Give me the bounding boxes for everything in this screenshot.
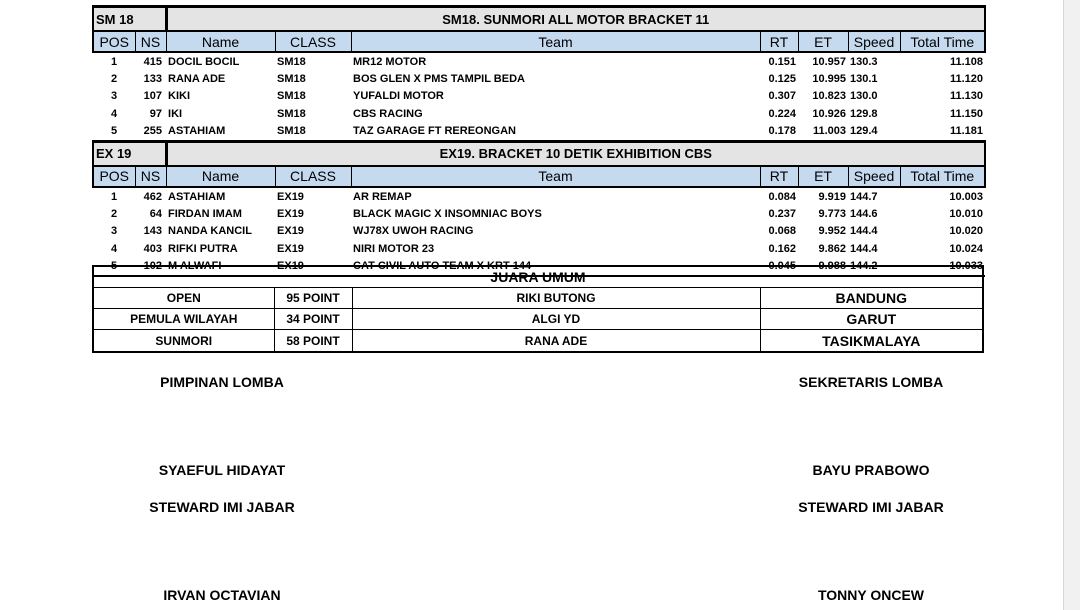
signature-name-steward-right: TONNY ONCEW — [817, 587, 925, 603]
cell-class: SM18 — [277, 90, 306, 103]
cell-class: EX19 — [277, 190, 304, 203]
cell-rt: 0.084 — [768, 190, 797, 203]
table-row — [93, 187, 985, 205]
cell-class: EX19 — [275, 258, 351, 276]
table-row — [93, 123, 985, 142]
cell-total: 11.108 — [949, 55, 984, 68]
champion-table — [94, 288, 982, 351]
cell-name: M ALWAFI — [166, 258, 275, 276]
category-code: SM 18 — [93, 7, 166, 32]
column-header-et: ET — [798, 31, 848, 52]
cell-ns: 462 — [143, 190, 163, 203]
cell-et: 10.926 — [812, 107, 847, 120]
cell-team: AR REMAP — [353, 190, 412, 203]
column-header-rt: RT — [760, 31, 798, 52]
champion-points: 34 POINT — [274, 309, 352, 330]
cell-speed: 144.2 — [848, 258, 900, 276]
cell-total: 11.120 — [949, 73, 984, 86]
cell-pos: 5 — [93, 258, 135, 276]
column-header-speed: Speed — [848, 31, 900, 52]
cell-et: 9.773 — [818, 208, 847, 221]
champion-city: GARUT — [760, 309, 982, 330]
cell-rt: 0.178 — [768, 125, 797, 138]
cell-total: 11.130 — [949, 90, 984, 103]
cell-et: 9.988 — [798, 258, 848, 276]
cell-rt: 0.151 — [768, 55, 797, 68]
champion-rider: RIKI BUTONG — [352, 288, 760, 309]
cell-speed: 129.8 — [850, 107, 878, 120]
cell-class: EX19 — [277, 242, 304, 255]
table-row — [93, 88, 985, 105]
cell-name: NANDA KANCIL — [168, 225, 252, 238]
cell-ns: 133 — [143, 73, 163, 86]
column-header-total: Total Time — [900, 31, 985, 52]
cell-ns: 97 — [149, 107, 163, 120]
cell-pos: 2 — [110, 208, 118, 221]
cell-pos: 3 — [110, 90, 118, 103]
champion-category: OPEN — [94, 288, 274, 309]
category-code: EX 19 — [93, 141, 166, 166]
cell-team: CAT CIVIL AUTO TEAM X KRT 144 — [351, 258, 760, 276]
cell-et: 10.995 — [812, 73, 847, 86]
column-header-name: Name — [166, 31, 275, 52]
cell-et: 9.862 — [818, 242, 847, 255]
column-header-row — [93, 31, 985, 52]
cell-name: IKI — [168, 107, 183, 120]
table-row — [93, 240, 985, 257]
cell-rt: 0.162 — [768, 242, 797, 255]
column-header-row — [93, 166, 985, 187]
cell-ns: 255 — [143, 125, 163, 138]
champion-category: SUNMORI — [94, 330, 274, 352]
column-header-speed: Speed — [848, 166, 900, 187]
signature-name-race-director: SYAEFUL HIDAYAT — [158, 462, 286, 478]
cell-total: 10.010 — [949, 208, 984, 221]
cell-class: SM18 — [277, 55, 306, 68]
cell-ns: 102 — [135, 258, 166, 276]
champion-points: 95 POINT — [274, 288, 352, 309]
cell-ns: 107 — [143, 90, 163, 103]
signature-name-steward-left: IRVAN OCTAVIAN — [163, 587, 281, 603]
cell-ns: 403 — [143, 242, 163, 255]
cell-name: ASTAHIAM — [168, 190, 226, 203]
cell-class: EX19 — [277, 208, 304, 221]
cell-team: BLACK MAGIC X INSOMNIAC BOYS — [353, 208, 542, 221]
champion-title: JUARA UMUM — [94, 267, 982, 288]
cell-team: YUFALDI MOTOR — [353, 90, 444, 103]
cell-name: KIKI — [168, 90, 191, 103]
category-header-row — [93, 141, 985, 166]
signature-title-race-secretary: SEKRETARIS LOMBA — [798, 374, 944, 390]
table-row — [93, 205, 985, 222]
cell-et: 9.919 — [818, 190, 847, 203]
cell-speed: 130.1 — [850, 73, 878, 86]
cell-name: FIRDAN IMAM — [168, 208, 242, 221]
column-header-ns: NS — [135, 166, 166, 187]
cell-total: 10.020 — [949, 225, 984, 238]
column-header-team: Team — [351, 31, 760, 52]
cell-pos: 1 — [110, 55, 118, 68]
signature-title-steward-right: STEWARD IMI JABAR — [798, 499, 944, 515]
cell-class: SM18 — [277, 107, 306, 120]
category-title: EX19. BRACKET 10 DETIK EXHIBITION CBS — [166, 141, 985, 166]
cell-ns: 64 — [149, 208, 163, 221]
results-sheet — [92, 5, 984, 277]
cell-rt: 0.224 — [768, 107, 797, 120]
cell-class: SM18 — [277, 73, 306, 86]
signature-title-race-director: PIMPINAN LOMBA — [160, 374, 284, 390]
champion-rider: ALGI YD — [352, 309, 760, 330]
cell-total: 11.181 — [949, 125, 984, 138]
cell-speed: 144.7 — [850, 190, 878, 203]
cell-team: NIRI MOTOR 23 — [353, 242, 435, 255]
cell-class: EX19 — [277, 225, 304, 238]
signature-title-steward-left: STEWARD IMI JABAR — [149, 499, 295, 515]
scrollbar-strip[interactable] — [1063, 0, 1080, 610]
champion-category: PEMULA WILAYAH — [94, 309, 274, 330]
category-header-row — [93, 7, 985, 32]
cell-rt: 0.237 — [768, 208, 797, 221]
cell-pos: 3 — [110, 225, 118, 238]
cell-name: RIFKI PUTRA — [168, 242, 238, 255]
column-header-team: Team — [351, 166, 760, 187]
cell-team: BOS GLEN X PMS TAMPIL BEDA — [353, 73, 525, 86]
cell-speed: 129.4 — [850, 125, 878, 138]
column-header-pos: POS — [93, 31, 135, 52]
overall-champion-box — [92, 265, 984, 353]
champion-rider: RANA ADE — [352, 330, 760, 352]
column-header-pos: POS — [93, 166, 135, 187]
cell-team: WJ78X UWOH RACING — [353, 225, 474, 238]
cell-total: 11.150 — [949, 107, 984, 120]
cell-pos: 2 — [110, 73, 118, 86]
cell-speed: 130.3 — [850, 55, 878, 68]
column-header-class: CLASS — [275, 166, 351, 187]
champion-row — [94, 330, 982, 352]
column-header-ns: NS — [135, 31, 166, 52]
cell-class: SM18 — [277, 125, 306, 138]
column-header-name: Name — [166, 166, 275, 187]
cell-et: 10.823 — [812, 90, 847, 103]
cell-pos: 4 — [110, 107, 118, 120]
column-header-et: ET — [798, 166, 848, 187]
cell-pos: 5 — [110, 125, 118, 138]
cell-speed: 130.0 — [850, 90, 878, 103]
cell-total: 10.024 — [949, 242, 984, 255]
cell-speed: 144.4 — [850, 225, 878, 238]
cell-et: 11.003 — [812, 125, 847, 138]
cell-ns: 415 — [143, 55, 163, 68]
results-table — [92, 5, 986, 277]
cell-rt: 0.045 — [760, 258, 798, 276]
cell-rt: 0.125 — [768, 73, 797, 86]
cell-pos: 1 — [110, 190, 118, 203]
table-row — [93, 223, 985, 240]
category-title: SM18. SUNMORI ALL MOTOR BRACKET 11 — [166, 7, 985, 32]
champion-city: BANDUNG — [760, 288, 982, 309]
cell-ns: 143 — [143, 225, 163, 238]
column-header-rt: RT — [760, 166, 798, 187]
champion-city: TASIKMALAYA — [760, 330, 982, 352]
column-header-class: CLASS — [275, 31, 351, 52]
champion-points: 58 POINT — [274, 330, 352, 352]
cell-name: DOCIL BOCIL — [168, 55, 240, 68]
cell-speed: 144.4 — [850, 242, 878, 255]
cell-speed: 144.6 — [850, 208, 878, 221]
cell-total: 10.033 — [900, 258, 985, 276]
table-row — [93, 52, 985, 70]
cell-name: RANA ADE — [168, 73, 226, 86]
signature-name-race-secretary: BAYU PRABOWO — [812, 462, 930, 478]
column-header-total: Total Time — [900, 166, 985, 187]
cell-et: 9.952 — [818, 225, 847, 238]
cell-rt: 0.307 — [768, 90, 797, 103]
cell-et: 10.957 — [812, 55, 847, 68]
cell-rt: 0.068 — [768, 225, 797, 238]
cell-team: TAZ GARAGE FT REREONGAN — [353, 125, 516, 138]
champion-row — [94, 309, 982, 330]
cell-team: MR12 MOTOR — [353, 55, 427, 68]
cell-name: ASTAHIAM — [168, 125, 226, 138]
cell-pos: 4 — [110, 242, 118, 255]
table-row — [93, 105, 985, 122]
champion-row — [94, 288, 982, 309]
cell-total: 10.003 — [949, 190, 984, 203]
cell-team: CBS RACING — [353, 107, 423, 120]
table-row — [93, 70, 985, 87]
